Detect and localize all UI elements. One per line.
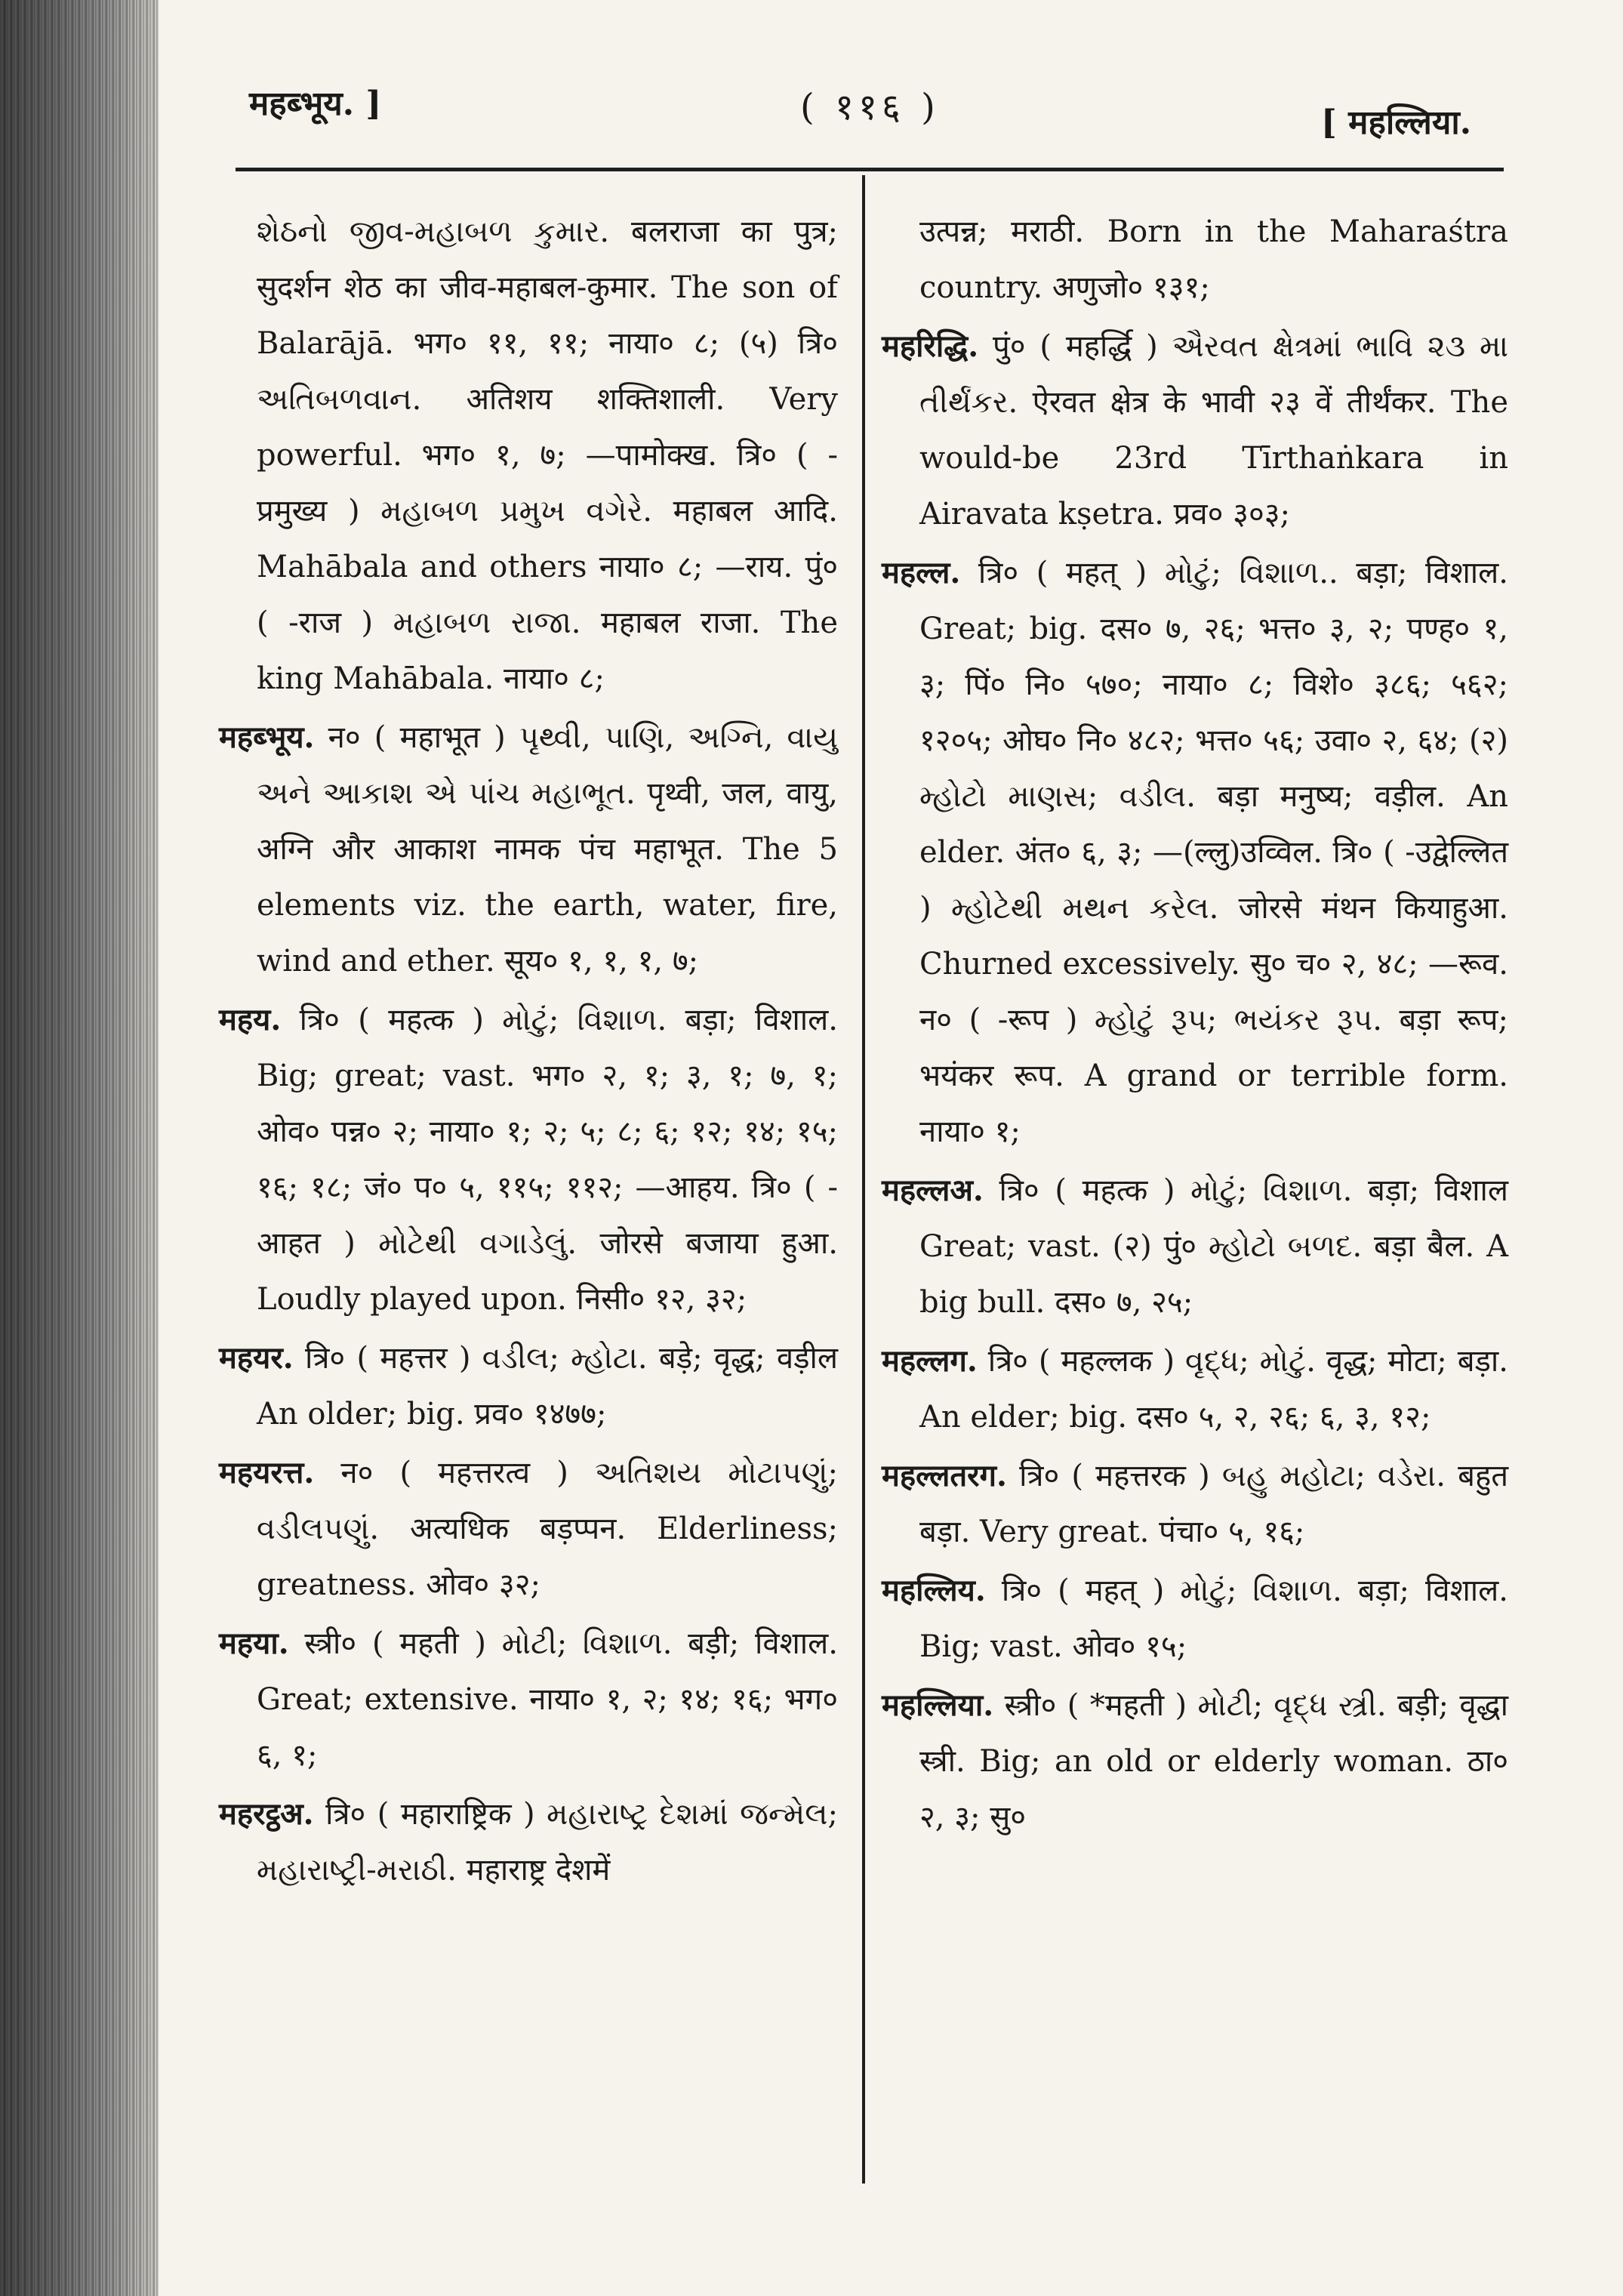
- entry-text: न० ( महाभूत ) પૃથ્વી, પાણિ, અગ્નિ, વાયુ અને આકાશ એ પાંચ મહાભૂત. पृथ्वी, जल, वायु, अग्नि और आकाश नामक पंच महाभूत. The 5 elements viz. the earth, water, fire, wind and ether. सूय० १, १, १, ७;: [257, 720, 838, 978]
- dictionary-entry: [219, 992, 838, 1327]
- dictionary-entry: [882, 204, 1508, 316]
- entry-text: त्रि० ( महत् ) મોટું; વિશાળ.. बड़ा; विशाल. Great; big. दस० ७, २६; भत्त० ३, २; पण्ह० १, ३; पिं० नि० ५७०; नाया० ८; विशे० ३८६; ५६२; १२०५; ओघ० नि० ४८२; भत्त० ५६; उवा० २, ६४; (२) મ્હોટો માણસ; વડીલ. बड़ा मनुष्य; वड़ील. An elder. अंत० ६, ३; —(ल्लु)उव्विल. त्रि० ( -उद्वेल्लित ) મ્હોટેથી મથન કરેલ. जोरसे मंथन कियाहुआ. Churned excessively. सु० च० २, ४८; —रूव. न० ( -रूप ) મ્હોટું રૂપ; ભયંકર રૂપ. बड़ा रूप; भयंकर रूप. A grand or terrible form. नाया० १;: [919, 556, 1509, 1149]
- entry-headword: महया.: [219, 1626, 289, 1661]
- dictionary-entry: [882, 1448, 1508, 1560]
- entry-text: त्रि० ( महत्तर ) વડીલ; મ્હોટા. बड़े; वृद्ध; वड़ील An older; big. प्रव० १४७७;: [257, 1341, 838, 1432]
- entry-headword: महयरत्त.: [219, 1455, 315, 1490]
- dictionary-entry: [219, 204, 838, 707]
- entry-headword: महल्लग.: [882, 1343, 978, 1379]
- right-column: [882, 204, 1508, 1848]
- dictionary-entry: [882, 1563, 1508, 1675]
- dictionary-entry: [219, 1330, 838, 1442]
- entry-headword: महल्ल.: [882, 555, 961, 590]
- dictionary-entry: [882, 1333, 1508, 1445]
- dictionary-entry: [219, 1786, 838, 1898]
- entry-text: न० ( महत्तरत्व ) અતિશય મોટાપણું; વડીલપણું. अत्यधिक बड़प्पन. Elderliness; greatness. ओव० ३२;: [257, 1456, 838, 1602]
- page-number: ( ११६ ): [800, 86, 940, 128]
- entry-headword: महब्भूय.: [219, 720, 315, 755]
- entry-headword: महरिद्धि.: [882, 328, 979, 364]
- entry-headword: महल्लिया.: [882, 1687, 994, 1723]
- entry-text: त्रि० ( महत् ) મોટું; વિશાળ. बड़ा; विशाल. Big; vast. ओव० १५;: [919, 1573, 1509, 1664]
- entry-headword: महल्लतरग.: [882, 1458, 1007, 1493]
- entry-text: त्रि० ( महाराष्ट्रिक ) મહારાષ્ટ્ર દેશમાં જન્મેલ; મહારાષ્ટ્રી-મરાઠી. महाराष्ट्र देशमें: [257, 1797, 838, 1888]
- column-divider: [862, 175, 865, 2184]
- dictionary-entry: [219, 1616, 838, 1783]
- entry-headword: महल्लिय.: [882, 1573, 986, 1608]
- entry-headword: महल्लअ.: [882, 1173, 984, 1208]
- entry-text: त्रि० ( महल्लक ) વૃદ્ધ; મોટું. वृद्ध; मोटा; बड़ा. An elder; big. दस० ५, २, २६; ६, ३, १२;: [919, 1344, 1509, 1435]
- entry-text: શેઠનો જીવ-મહાબળ કુમાર. बलराजा का पुत्र; सुदर्शन शेठ का जीव-महाबल-कुमार. The son of Balarājā. भग० ११, ११; नाया० ८; (५) त्रि० અતિબળવાન. अतिशय शक्तिशाली. Very powerful. भग० १, ७; —पामोक्ख. त्रि० ( -प्रमुख्य ) મહાબળ પ્રમુખ વગેરે. महाबल आदि. Mahābala and others नाया० ८; —राय. पुं० ( -राज ) મહાબળ રાજા. महाबल राजा. The king Mahābala. नाया० ८;: [257, 214, 838, 696]
- dictionary-entry: [219, 1445, 838, 1613]
- left-column: [219, 204, 838, 1901]
- entry-text: स्त्री० ( *महती ) મોટી; વૃદ્ધ સ્ત્રી. बड़ी; वृद्धा स्त्री. Big; an old or elderly woman. ठा० २, ३; सु०: [919, 1688, 1508, 1835]
- dictionary-entry: [882, 545, 1508, 1160]
- entry-headword: महयर.: [219, 1340, 294, 1376]
- dictionary-entry: [882, 319, 1508, 542]
- dictionary-entry: [882, 1163, 1508, 1330]
- entry-text: पुं० ( महर्द्धि ) ઐરવત ક્ષેત્રમાં ભાવિ ૨૩ મા તીર્થંકર. ऐरवत क्षेत्र के भावी २३ वें तीर्थंकर. The would-be 23rd Tīrthaṅkara in Airavata kṣetra. प्रव० ३०३;: [919, 329, 1508, 532]
- entry-text: त्रि० ( महत्क ) મોટું; વિશાળ. बड़ा; विशाल Great; vast. (२) पुं० મ્હોટો બળદ. बड़ा बैल. A big bull. दस० ७, २५;: [919, 1173, 1508, 1320]
- entry-text: स्त्री० ( महती ) મોટી; વિશાળ. बड़ी; विशाल. Great; extensive. नाया० १, २; १४; १६; भग० ६, १;: [257, 1626, 838, 1773]
- entry-headword: महरट्ठअ.: [219, 1796, 314, 1832]
- header-rule: [236, 168, 1504, 171]
- entry-headword: महय.: [219, 1002, 282, 1037]
- running-head-left: महब्भूय. ]: [249, 85, 382, 123]
- entry-text: त्रि० ( महत्क ) મોટું; વિશાળ. बड़ा; विशाल. Big; great; vast. भग० २, १; ३, १; ७, १; ओव० पन्न० २; नाया० १; २; ५; ८; ६; १२; १४; १५; १६; १८; जं० प० ५, ११५; ११२; —आहय. त्रि० ( -आहत ) મોટેથી વગાડેલું. जोरसे बजाया हुआ. Loudly played upon. निसी० १२, ३२;: [257, 1003, 838, 1317]
- entry-text: त्रि० ( महत्तरक ) બહુ મહોટા; વડેરા. बहुत बड़ा. Very great. पंचा० ५, १६;: [919, 1459, 1508, 1549]
- book-spine-shadow: [0, 0, 159, 2296]
- dictionary-entry: [882, 1678, 1508, 1845]
- dictionary-entry: [219, 710, 838, 989]
- running-head-right: [ महल्लिया.: [1321, 103, 1472, 142]
- entry-text: उत्पन्न; मराठी. Born in the Maharaśtra country. अणुजो० १३१;: [919, 214, 1508, 305]
